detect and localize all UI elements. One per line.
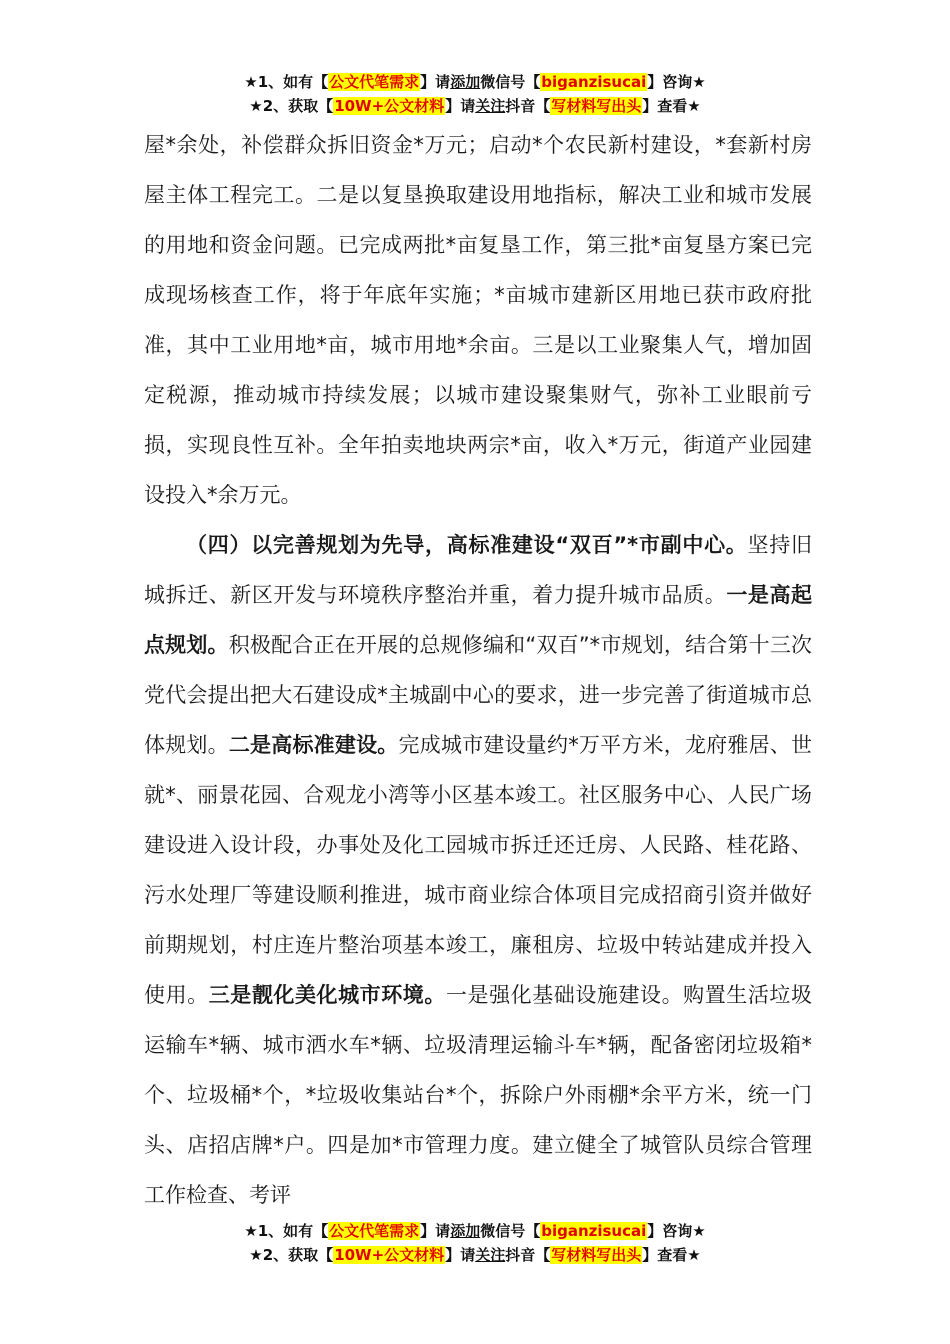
highlight-wechat-id: biganzisucai [541, 73, 647, 91]
banner-underline-text: 关注 [475, 1246, 506, 1264]
banner-text: 】查看★ [642, 1246, 701, 1264]
highlight-douyin: 写材料写出头 [551, 97, 642, 115]
highlight-materials: 10W+公文材料 [334, 1246, 445, 1264]
banner-text: 】查看★ [642, 97, 701, 115]
point-heading: 一是高起点规划。 [144, 583, 813, 657]
banner-underline-text: 关注 [475, 97, 506, 115]
banner-text: 】请 [420, 73, 451, 91]
paragraph-text: 坚持旧城拆迁、新区开发与环境秩序整治并重，着力提升城市品质。 [144, 533, 813, 607]
highlight-service: 公文代笔需求 [329, 1222, 420, 1240]
banner-text: 】咨询★ [647, 73, 706, 91]
point-heading: 二是高标准建设。 [228, 733, 399, 757]
paragraph-text: 积极配合正在开展的总规修编和“双百”*市规划，结合第十三次党代会提出把大石建设成*主城副中心的要求，进一步完善了街道城市总体规划。 [144, 633, 813, 757]
paragraph-text: 一是强化基础设施建设。购置生活垃圾运输车*辆、城市洒水车*辆、垃圾清理运输斗车*辆，配备密闭垃圾箱*个、垃圾桶*个，*垃圾收集站台*个，拆除户外雨棚*余平方米，统一门头、店招店牌*户。四是加*市管理力度。建立健全了城管队员综合管理工作检查、考评 [144, 983, 813, 1207]
highlight-materials: 10W+公文材料 [334, 97, 445, 115]
banner-text: 抖音【 [505, 1246, 551, 1264]
paragraph-2 [144, 520, 812, 1220]
point-heading: 三是靓化美化城市环境。 [208, 983, 446, 1007]
banner-line-1 [0, 70, 950, 94]
highlight-wechat-id: biganzisucai [541, 1222, 647, 1240]
footer-banner [0, 1219, 950, 1267]
paragraph-1: 屋*余处，补偿群众拆旧资金*万元；启动*个农民新村建设，*套新村房屋主体工程完工。二是以复垦换取建设用地指标，解决工业和城市发展的用地和资金问题。已完成两批*亩复垦工作，第三批*亩复垦方案已完成现场核查工作，将于年底年实施；*亩城市建新区用地已获市政府批准，其中工业用地*亩，城市用地*余亩。三是以工业聚集人气，增加固定税源，推动城市持续发展；以城市建设聚集财气，弥补工业眼前亏损，实现良性互补。全年拍卖地块两宗*亩，收入*万元，街道产业园建设投入*余万元。 [144, 133, 812, 507]
banner-text: 抖音【 [505, 97, 551, 115]
header-banner [0, 70, 950, 118]
banner-text: 】请 [420, 1222, 451, 1240]
banner-text: 微信号【 [480, 1222, 541, 1240]
banner-text: 微信号【 [480, 73, 541, 91]
banner-underline-text: 添加 [450, 73, 481, 91]
document-body [144, 120, 812, 1220]
banner-text: 】请 [445, 1246, 476, 1264]
section-heading: （四）以完善规划为先导，高标准建设“双百”*市副中心。 [186, 533, 748, 557]
paragraph-text: 完成城市建设量约*万平方米，龙府雅居、世就*、丽景花园、合观龙小湾等小区基本竣工。社区服务中心、人民广场建设进入设计段，办事处及化工园城市拆迁还迁房、人民路、桂花路、污水处理厂等建设顺利推进，城市商业综合体项目完成招商引资并做好前期规划，村庄连片整治项基本竣工，廉租房、垃圾中转站建成并投入使用。 [144, 733, 813, 1007]
banner-text: 】咨询★ [647, 1222, 706, 1240]
banner-underline-text: 添加 [450, 1222, 481, 1240]
highlight-douyin: 写材料写出头 [551, 1246, 642, 1264]
banner-line-2 [0, 94, 950, 118]
banner-line-1 [0, 1219, 950, 1243]
highlight-service: 公文代笔需求 [329, 73, 420, 91]
banner-text: ★2、获取【 [249, 97, 334, 115]
banner-text: ★1、如有【 [244, 1222, 329, 1240]
banner-text: ★1、如有【 [244, 73, 329, 91]
banner-line-2 [0, 1243, 950, 1267]
banner-text: 】请 [445, 97, 476, 115]
banner-text: ★2、获取【 [249, 1246, 334, 1264]
